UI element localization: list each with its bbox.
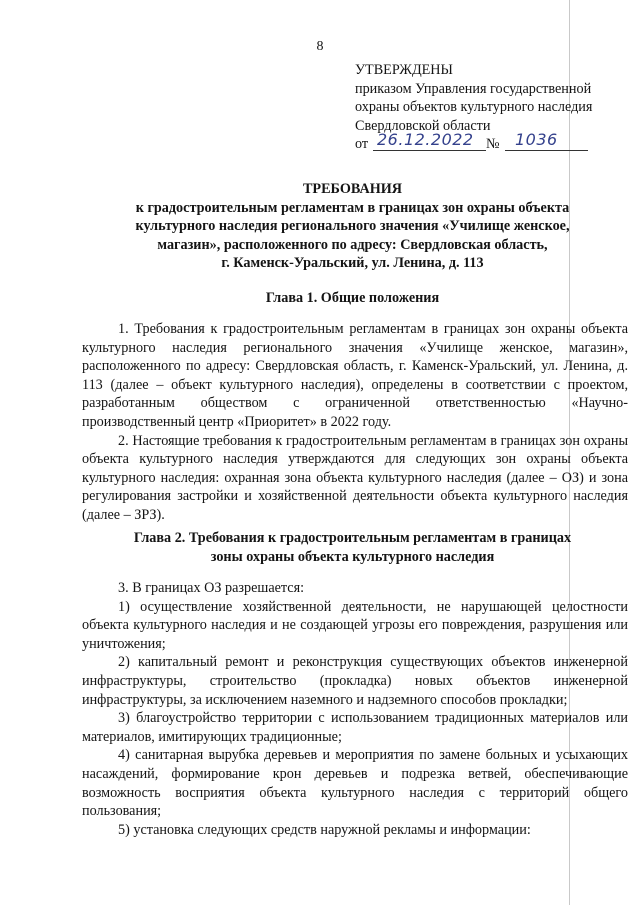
title-heading: ТРЕБОВАНИЯ [302, 181, 403, 197]
approval-line: охраны объектов культурного наследия [355, 99, 593, 116]
document-title [80, 180, 625, 273]
paragraph: 2. Настоящие требования к градостроительным регламентам в границах зон охраны объекта культурного наследия утверждаются для следующих зон охраны объекта культурного наследия: охранная зона объекта культурного наследия (далее – ОЗ) и зона регулирования застройки и хозяйственной деятельности объекта культурного наследия (далее – ЗРЗ). [82, 432, 628, 523]
number-underline [505, 150, 588, 151]
date-prefix: от [355, 136, 369, 153]
paragraph: 2) капитальный ремонт и реконструкция существующих объектов инженерной инфраструктуры, строительство (прокладка) новых объектов инженерной инфраструктуры, за исключением наземного и надземного способов прокладки; [82, 654, 628, 708]
approval-date-row [355, 130, 640, 154]
approval-block [355, 61, 640, 154]
chapter-1-body [82, 320, 628, 525]
date-underline [373, 150, 486, 151]
handwritten-date: 26.12.2022 [377, 130, 474, 150]
chapter-2-heading-line: Глава 2. Требования к градостроительным регламентам в границах [133, 530, 572, 546]
paragraph: 1. Требования к градостроительным регламентам в границах зон охраны объекта культурного наследия регионального значения «Училище женское, магазин», расположенного по адресу: Свердловская область, г. Каменск-Уральский, ул. Ленина, д. 113 (далее – объект культурного наследия), определены в соответствии с проектом, разработанным обществом с ограниченной ответственностью «Научно-производственный центр «Приоритет» в 2022 году. [82, 321, 628, 430]
page-number: 8 [316, 39, 324, 54]
title-line: культурного наследия регионального значения «Училище женское, [135, 218, 570, 234]
paragraph: 1) осуществление хозяйственной деятельности, не нарушающей целостности объекта культурного наследия и не создающей угрозы его повреждения, разрушения или уничтожения; [82, 598, 628, 652]
approval-line: приказом Управления государственной [355, 80, 592, 97]
paragraph: 5) установка следующих средств наружной рекламы и информации: [118, 821, 531, 838]
handwritten-number: 1036 [515, 130, 558, 150]
paragraph: 3) благоустройство территории с использованием традиционных материалов или материалов, имитирующих традиционные; [82, 710, 628, 745]
approval-line: Свердловской области [355, 117, 491, 134]
paragraph: 4) санитарная вырубка деревьев и мероприятия по замене больных и усыхающих насаждений, формирование крон деревьев и подрезка ветвей, обеспечивающие возможность восприятия объекта культурного наследия с территорий общего пользования; [82, 747, 628, 820]
chapter-1-heading: Глава 1. Общие положения [265, 290, 440, 306]
title-line: к градостроительным регламентам в границах зон охраны объекта [135, 199, 570, 216]
number-prefix: № [486, 136, 500, 153]
paragraph: 3. В границах ОЗ разрешается: [118, 580, 305, 596]
chapter-2-body [82, 579, 628, 839]
chapter-2-heading-line: зоны охраны объекта культурного наследия [210, 548, 495, 565]
approval-line: УТВЕРЖДЕНЫ [355, 62, 453, 78]
title-line: г. Каменск-Уральский, ул. Ленина, д. 113 [221, 255, 484, 271]
title-line: магазин», расположенного по адресу: Свердловская область, [157, 236, 548, 253]
chapter-2-heading [80, 529, 625, 566]
